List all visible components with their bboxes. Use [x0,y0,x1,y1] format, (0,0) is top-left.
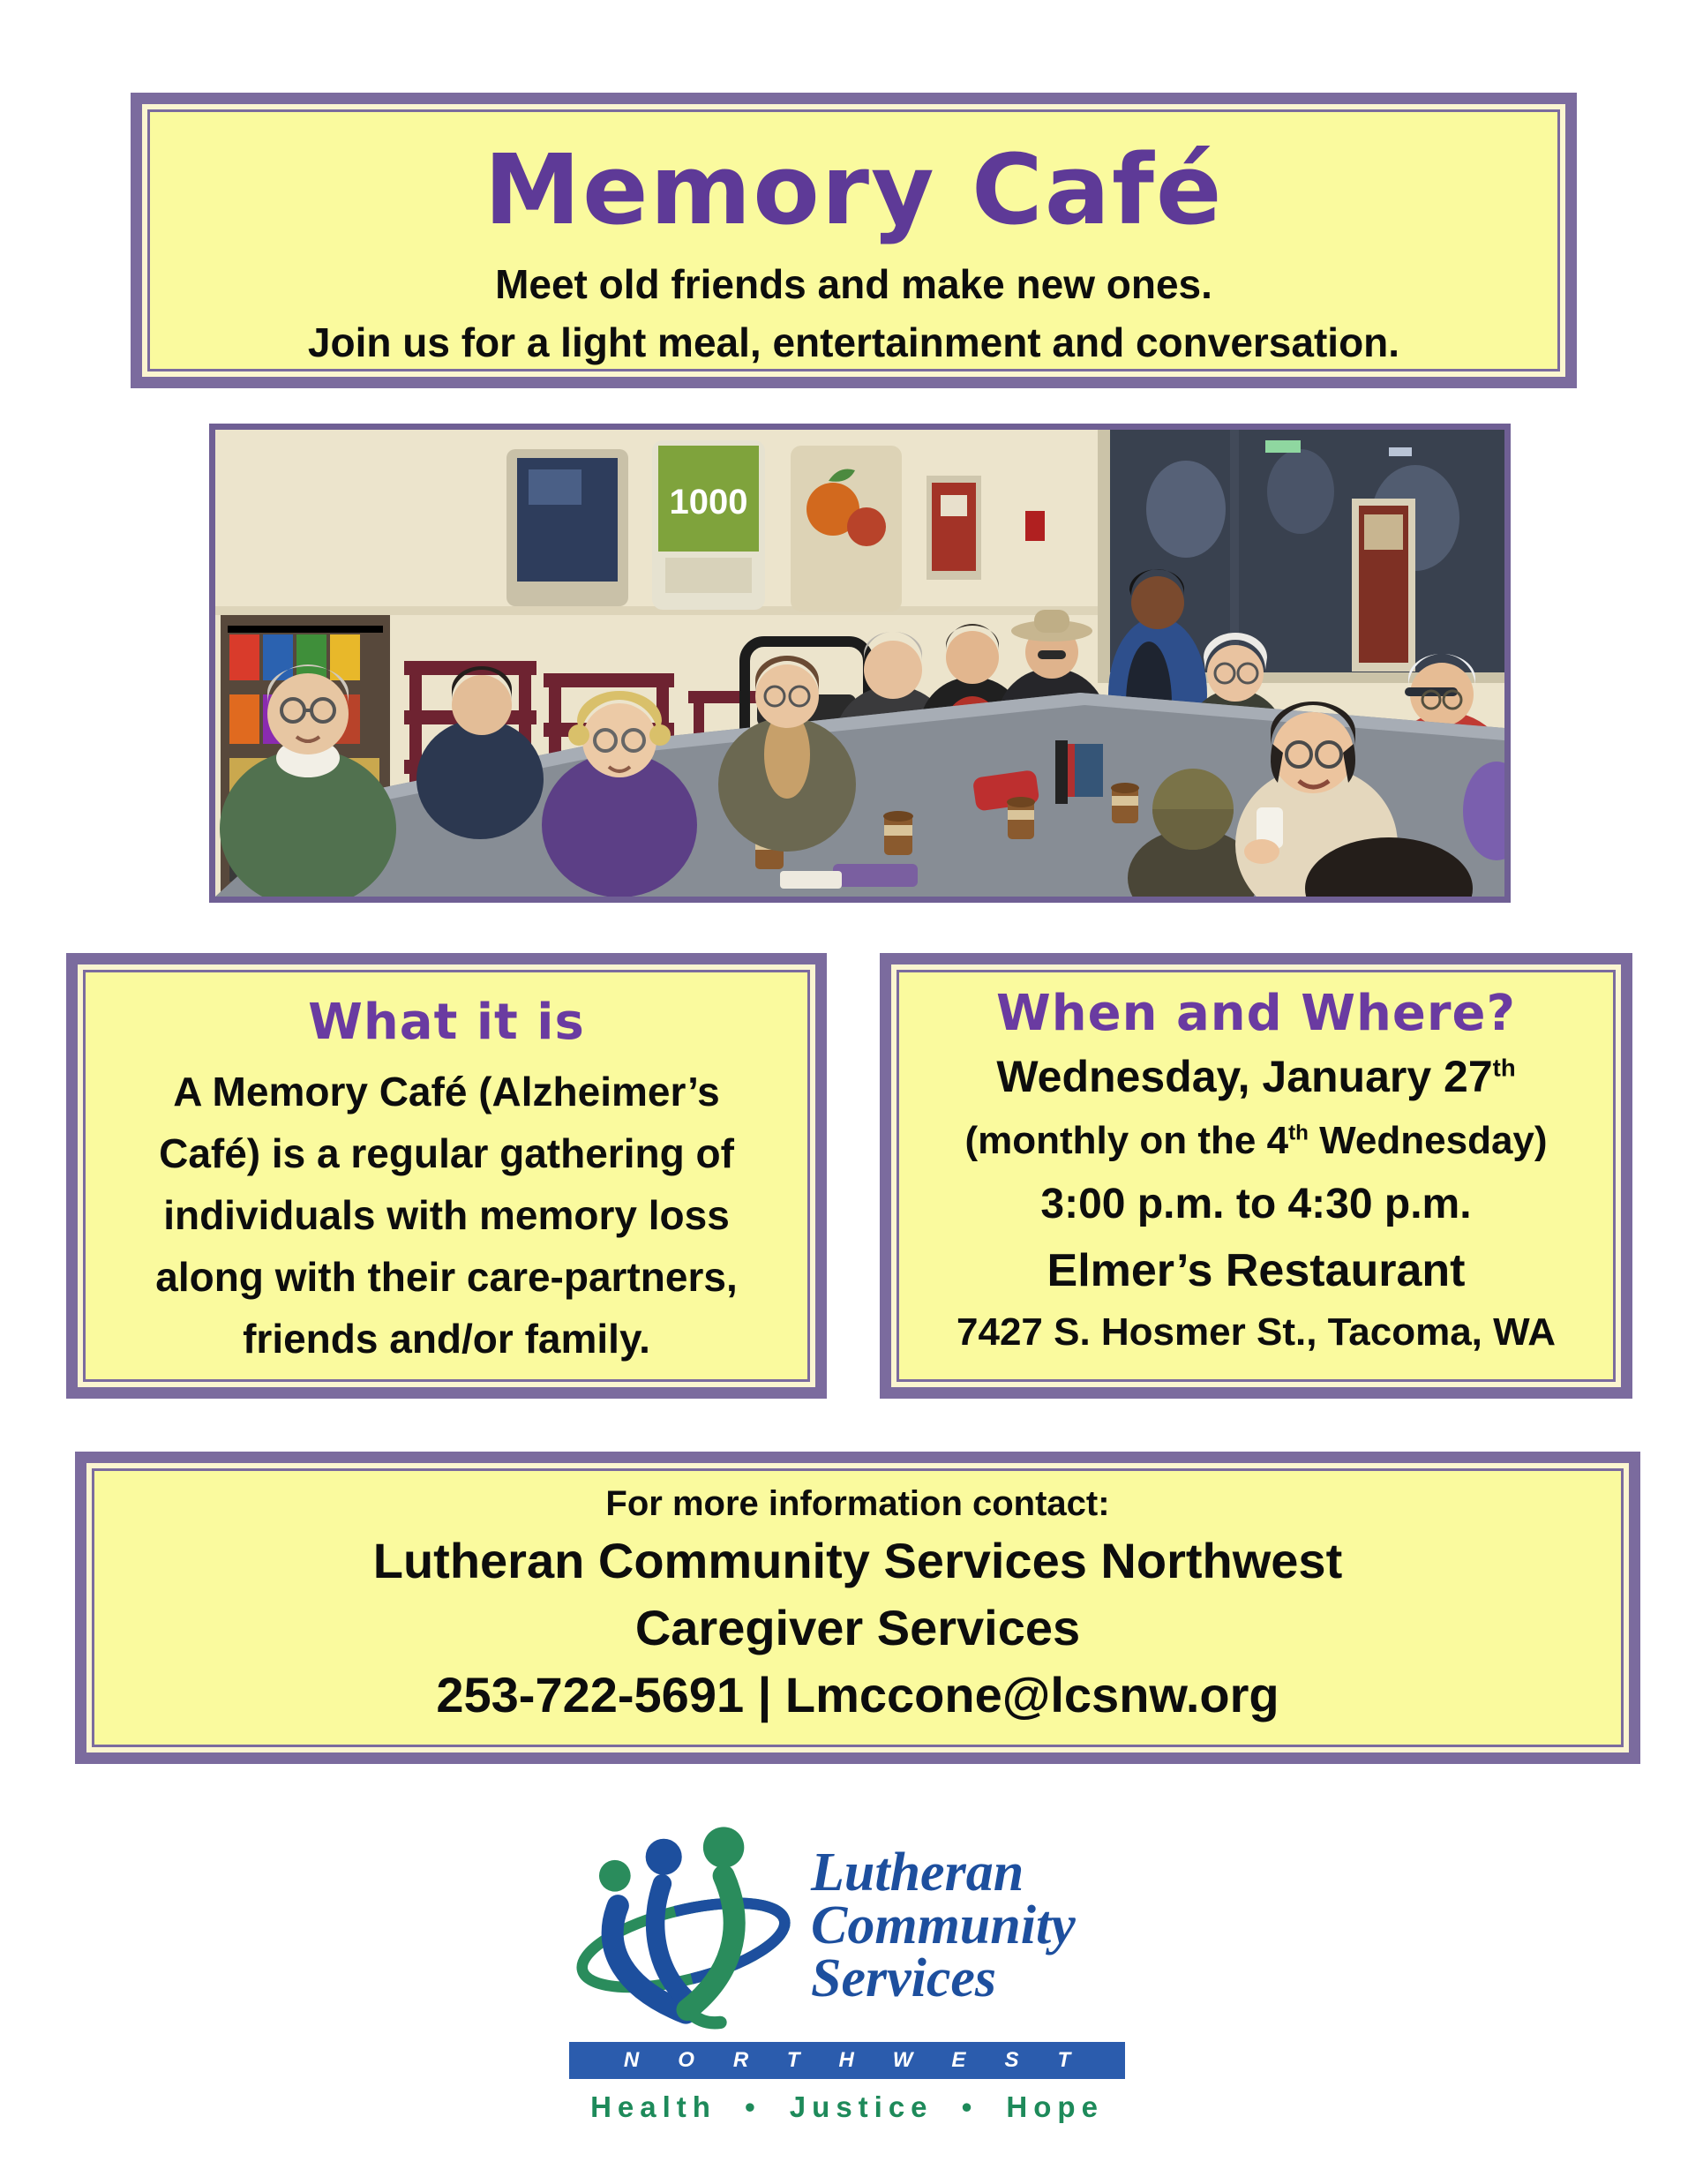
contact-phone-email: 253-722-5691 | Lmccone@lcsnw.org [436,1667,1279,1722]
contact-intro: For more information contact: [605,1484,1110,1523]
event-address: 7427 S. Hosmer St., Tacoma, WA [957,1310,1556,1354]
photo-poster-navy [506,449,628,606]
logo-northwest-banner: NORTHWEST [569,2042,1125,2079]
page-title: Memory Café [484,133,1224,246]
contact-box [75,1452,1640,1764]
contact-org: Lutheran Community Services Northwest [372,1533,1343,1588]
lcs-logo [569,1816,1136,2125]
logo-word-services: Services [811,1948,997,2008]
what-body-line: Café) is a regular gathering of [159,1130,734,1176]
event-date-text: Wednesday, January 27 [996,1052,1493,1101]
event-date-superscript: th [1492,1054,1516,1082]
contact-dept: Caregiver Services [634,1600,1081,1655]
photo-illustration [215,430,1504,897]
event-time: 3:00 p.m. to 4:30 p.m. [1040,1181,1472,1227]
photo-bag-number: 1000 [669,483,748,522]
event-venue: Elmer’s Restaurant [1047,1245,1466,1296]
lcs-logo-row [569,1816,1136,2035]
event-recurrence-post: Wednesday) [1308,1119,1548,1162]
header-subtitle-line1: Meet old friends and make new ones. [495,261,1212,307]
what-it-is-heading: What it is [308,994,585,1051]
logo-heart-figures [599,1827,744,2023]
when-and-where-box [880,953,1632,1399]
event-recurrence-pre: (monthly on the 4 [964,1119,1289,1162]
when-and-where-inner [897,970,1616,1382]
photo-bag-green [652,440,765,610]
header-box [131,93,1577,388]
logo-word-community: Community [811,1895,1076,1955]
photo-fire-alarm [1025,511,1045,541]
what-body-line: friends and/or family. [243,1316,650,1362]
when-where-heading: When and Where? [996,985,1516,1042]
event-date [899,1043,1613,1110]
lcs-logo-mark [569,1816,806,2035]
lcs-logo-text [811,1843,1076,2008]
event-recurrence-superscript: th [1288,1121,1309,1145]
photo-poster-tall-red [1352,499,1415,672]
what-body-line: A Memory Café (Alzheimer’s [173,1069,720,1115]
logo-word-lutheran: Lutheran [811,1843,1024,1903]
what-body-line: along with their care-partners, [155,1254,738,1300]
what-it-is-box [66,953,827,1399]
memory-cafe-photo [209,424,1511,903]
event-recurrence [899,1110,1613,1172]
what-body-line: individuals with memory loss [163,1192,730,1238]
header-box-inner [147,109,1560,372]
header-subtitle-line2: Join us for a light meal, entertainment and conversation. [307,319,1400,365]
contact-box-inner [92,1468,1624,1747]
logo-tagline: Health • Justice • Hope [590,2090,1104,2123]
photo-bag-produce [791,446,902,612]
what-it-is-inner [83,970,810,1382]
photo-poster-small-red [927,476,981,580]
